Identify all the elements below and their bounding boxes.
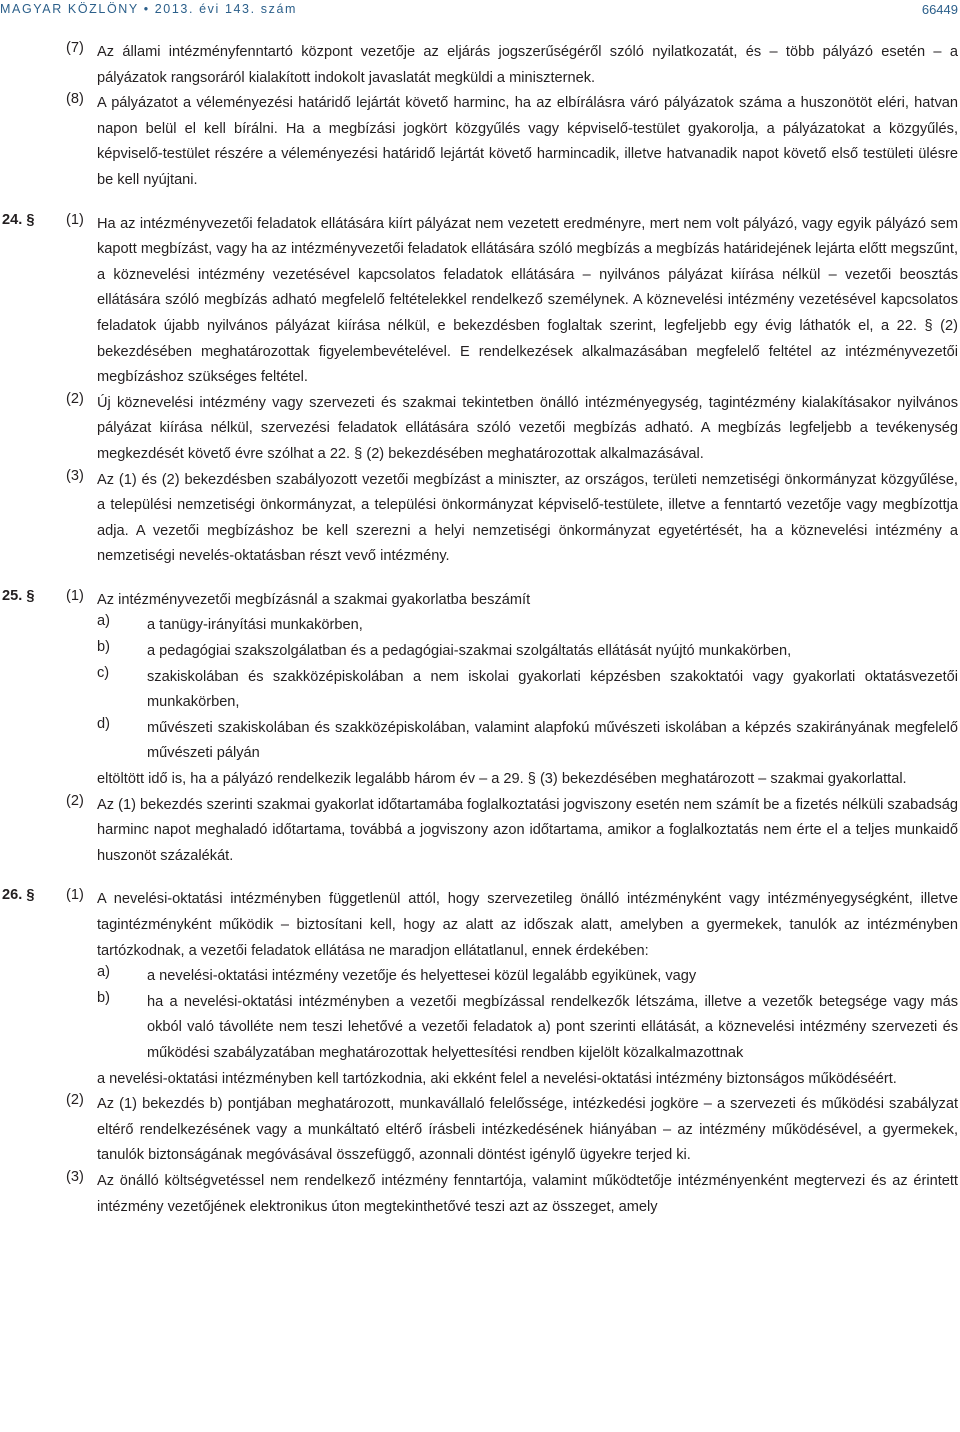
paragraph-text: Az (1) és (2) bekezdésben szabályozott vezetői megbízást a miniszter, az országos, területi nemzetiségi önkormányzat közgyűlése, a települési nemzetiségi önkormányzat, a települési önkormányzat képviselő-testülete, illetve a fenntartó vezetője vagy megbízottja adja. A vezetői megbízáshoz be kell szerezni a helyi nemzetiségi önkormányzat egyetértését, ha a köznevelési intézmény a nemzetiségi nevelés-oktatásban részt vevő intézmény. (97, 471, 958, 565)
list-item (97, 613, 960, 639)
section-26-paragraph-2 (0, 1092, 960, 1169)
section-26-paragraph-3 (0, 1169, 960, 1220)
list-item-text: művészeti szakiskolában és szakközépiskolában, valamint alapfokú művészeti iskolában a képzés szakirányának megfelelő művészeti pályán (147, 719, 958, 762)
section-24-paragraph-2 (0, 391, 960, 468)
paragraph-number: (1) (66, 211, 84, 228)
list-item-text: szakiskolában és szakközépiskolában a nem iskolai gyakorlati képzésben szakoktatói vagy gyakorlati oktatásvezetői munkakörben, (147, 668, 958, 711)
paragraph-closing: eltöltött idő is, ha a pályázó rendelkezik legalább három év – a 29. § (3) bekezdésében meghatározott – szakmai gyakorlattal. (97, 771, 907, 788)
list-item (97, 990, 960, 1067)
paragraph-number: (2) (66, 390, 84, 407)
list-item-text: a tanügy-irányítási munkakörben, (147, 617, 363, 634)
section-26 (0, 887, 960, 1220)
paragraph-number: (2) (66, 1092, 84, 1109)
list-item-text: a pedagógiai szakszolgálatban és a pedagógiai-szakmai szolgáltatás ellátását nyújtó munkakörben, (147, 643, 792, 660)
section-24 (0, 212, 960, 570)
paragraph-text: Ha az intézményvezetői feladatok ellátására kiírt pályázat nem vezetett eredményre, mert nem volt pályázó, vagy egyik pályázó sem kapott megbízást, vagy ha az intézményvezetői feladatok ellátására szóló megbízás a megbízás határidejének lejárta előtt megszűnt, a köznevelési intézmény vezetésével kapcsolatos feladatok ellátására – nyilvános pályázat kiírása nélkül – vezetői beosztás ellátására szóló megbízás adható megfelelő feltételekkel rendelkező személynek. A köznevelési intézmény vezetésével kapcsolatos feladatok újabb nyilvános pályázat kiírása nélkül, e bekezdésben foglaltak szerint, legfeljebb egy évig láthatók el, a 22. § (2) bekezdésében meghatározottak figyelembevételével. E rendelkezések alkalmazásában megfelelő feltétel az intézményvezetői megbízáshoz szükséges feltétel. (97, 215, 958, 386)
list-item (97, 964, 960, 990)
page-header (0, 0, 960, 26)
section-24-paragraph-3 (0, 468, 960, 570)
paragraph-number: (8) (66, 91, 84, 108)
list-item (97, 665, 960, 716)
paragraph-intro: Az intézményvezetői megbízásnál a szakmai gyakorlatba beszámít (97, 591, 531, 608)
paragraph-text: Az önálló költségvetéssel nem rendelkező intézmény fenntartója, valamint működtetője intézményenként megtervezi és az érintett intézmény vezetőjének elektronikus úton megtekinthetővé teszi azt az összeget, amely (97, 1172, 958, 1215)
journal-title: MAGYAR KÖZLÖNY • 2013. évi 143. szám (0, 2, 298, 16)
section-number: 25. § (2, 587, 35, 604)
paragraph-text: Az állami intézményfenntartó központ vezetője az eljárás jogszerűségéről szóló nyilatkozatát, és – több pályázó esetén – a pályázatok rangsoráról kialakított indokolt javaslatát megküldi a miniszternek. (97, 44, 958, 86)
paragraph-number: (2) (66, 792, 84, 809)
paragraph-number: (7) (66, 40, 84, 56)
section-24-paragraph-1 (0, 212, 960, 391)
document-body (0, 40, 960, 1220)
list-item (97, 716, 960, 767)
section-26-paragraph-1 (0, 887, 960, 964)
paragraph-number: (1) (66, 587, 84, 604)
paragraph-text: Új köznevelési intézmény vagy szervezeti és szakmai tekintetben önálló intézményegység, tagintézmény kialakításakor nyilvános pályázat kiírása nélkül, szervezési feladatok ellátására szóló vezetői megbízás adható. A megbízás legfeljebb a tevékenység megkezdését követő évre szólhat a 22. § (2) bekezdésében meghatározottak alkalmazásával. (97, 394, 958, 462)
list-item-letter: c) (97, 664, 110, 681)
section-25 (0, 588, 960, 870)
list-item-text: ha a nevelési-oktatási intézményben a vezetői megbízással rendelkezők létszáma, illetve a vezetők betegsége vagy más okból való távolléte nem teszi lehetővé a vezetői feladatok a) pont szerinti ellátását, a köznevelési intézmény szervezeti és működési szabályzatában meghatározottak helyettesítési rendben kijelölt közalkalmazottnak (147, 993, 958, 1061)
section-25-paragraph-1 (0, 588, 960, 614)
paragraph-intro: A nevelési-oktatási intézményben függetlenül attól, hogy szervezetileg önálló intézményként vagy intézményegységként, illetve tagintézményként működik – biztosítani kell, hogy az alatt az időszak alatt, amelyben a gyermekek, tanulók az intézményben tartózkodnak, a vezetői feladatok ellátása ne maradjon ellátatlanul, ennek érdekében: (97, 891, 958, 959)
paragraph-number: (1) (66, 887, 84, 904)
paragraph-7 (0, 40, 960, 91)
list-item-text: a nevelési-oktatási intézmény vezetője és helyettesei közül legalább egyikünek, vagy (147, 968, 697, 985)
paragraph-text: Az (1) bekezdés szerinti szakmai gyakorlat időtartamába foglalkoztatási jogviszony esetén nem számít be a fizetés nélküli szabadság harminc napot meghaladó időtartama, továbbá a jogviszony azon időtartama, amikor a foglalkoztatás nem érte el a teljes munkaidő huszonöt százalékát. (97, 796, 958, 864)
list-item-letter: a) (97, 613, 110, 630)
section-number: 24. § (2, 211, 35, 228)
list-item-letter: a) (97, 964, 110, 981)
paragraph-text: Az (1) bekezdés b) pontjában meghatározott, munkavállaló felelőssége, intézkedési jogköre – a szervezeti és működési szabályzat eltérő rendelkezésének vagy a munkáltató eltérő írásbeli intézkedésének hiányában – az intézmény működésével, a gyermekek, tanulók biztonságának megóvásával összefüggő, azonnali döntést igénylő ügyekre terjed ki. (97, 1096, 958, 1164)
page-number: 66449 (921, 2, 958, 17)
list-item (97, 639, 960, 665)
paragraph-text: A pályázatot a véleményezési határidő lejártát követő harminc, ha az elbírálásra váró pályázatok száma a huszonötöt eléri, hatvan napon belül el kell bírálni. Ha a megbízási jogkört közgyűlés vagy képviselő-testület gyakorolja, a pályázatokat a közgyűlés, képviselő-testület részére a véleményezési határidő lejártát követő harmincadik, illetve hatvanadik napot követő első testületi ülésre be kell nyújtani. (97, 95, 958, 188)
list-item-letter: b) (97, 989, 110, 1006)
list-item-letter: b) (97, 639, 110, 656)
paragraph-number: (3) (66, 1168, 84, 1185)
section-25-paragraph-2 (0, 793, 960, 870)
list-item-letter: d) (97, 715, 110, 732)
paragraph-closing: a nevelési-oktatási intézményben kell tartózkodnia, aki ekként felel a nevelési-oktatási intézmény biztonságos működéséért. (97, 1070, 897, 1087)
section-number: 26. § (2, 887, 35, 904)
paragraph-number: (3) (66, 467, 84, 484)
paragraph-8 (0, 91, 960, 193)
